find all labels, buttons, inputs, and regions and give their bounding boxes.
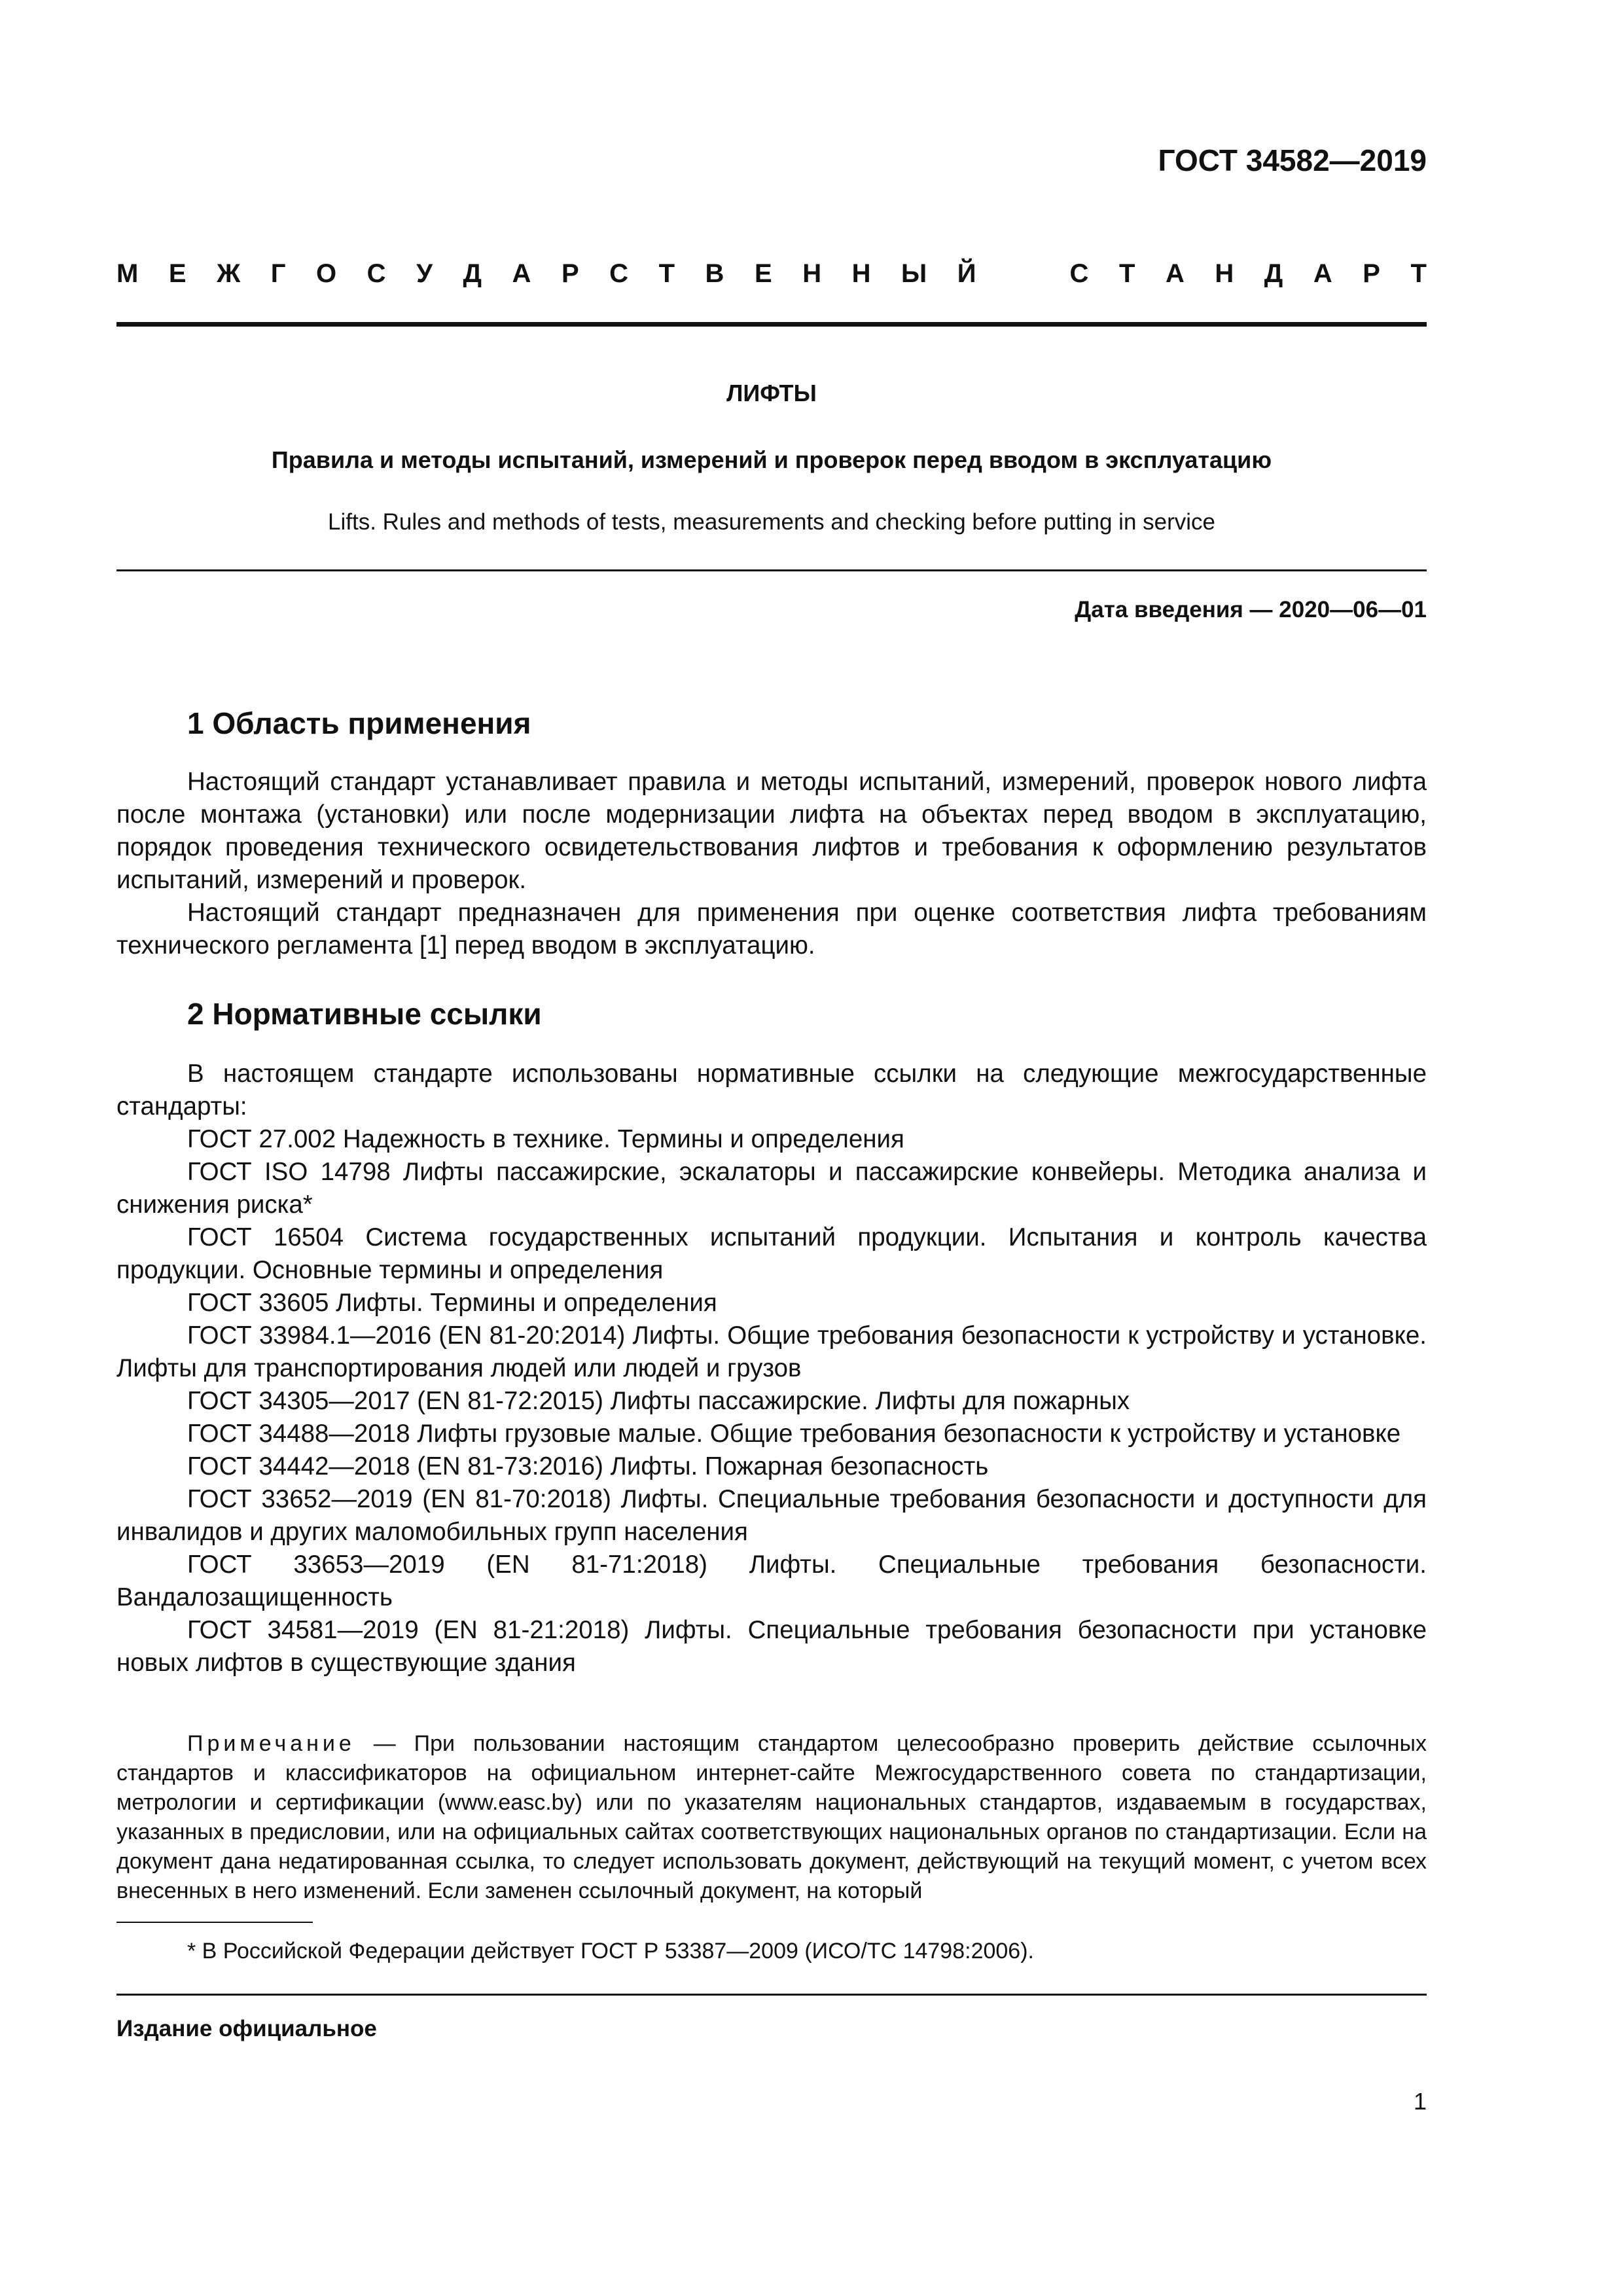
intertitle-letter: Ж [217, 259, 241, 288]
intertitle-letter: Н [851, 259, 871, 288]
intertitle-letter: С [609, 259, 629, 288]
intertitle-letter: У [416, 259, 433, 288]
intertitle-letter: Т [1410, 259, 1427, 288]
intertitle-letter: Н [1215, 259, 1234, 288]
document-page [116, 0, 1427, 2296]
intertitle-letter: С [1069, 259, 1089, 288]
section-heading: 2 Нормативные ссылки [187, 997, 542, 1031]
page-number: 1 [1413, 2088, 1427, 2115]
intertitle-letter: Ы [901, 259, 927, 288]
footnote-rule [116, 1922, 313, 1923]
reference-item: ГОСТ 34488—2018 Лифты грузовые малые. Общие требования безопасности к устройству и установке [187, 1420, 1401, 1448]
intertitle-letter: Г [270, 259, 286, 288]
paragraph: Настоящий стандарт предназначен для применения при оценке соответствия лифта требованиям технического регламента [1] перед вводом в эксплуатацию. [116, 899, 1427, 960]
reference-item: ГОСТ 33605 Лифты. Термины и определения [187, 1289, 717, 1317]
reference-item: ГОСТ 16504 Система государственных испытаний продукции. Испытания и контроль качества продукции. Основные термины и определения [116, 1223, 1427, 1284]
paragraph: В настоящем стандарте использованы нормативные ссылки на следующие межгосударственные стандарты: [116, 1060, 1427, 1121]
intertitle-letter: Д [1264, 259, 1283, 288]
intertitle-letter: А [512, 259, 531, 288]
note-label: Примечание [187, 1731, 355, 1756]
note-paragraph [116, 1729, 1427, 1906]
intertitle-letter: Р [1363, 259, 1380, 288]
intertitle-letter: С [366, 259, 386, 288]
section-heading: 1 Область применения [187, 706, 531, 740]
intertitle-letter: Е [754, 259, 772, 288]
footnote: * В Российской Федерации действует ГОСТ Р 53387—2009 (ИСО/ТС 14798:2006). [187, 1939, 1034, 1964]
standard-code: ГОСТ 34582—2019 [1158, 143, 1427, 177]
reference-item: ГОСТ 34442—2018 (EN 81-73:2016) Лифты. Пожарная безопасность [187, 1452, 989, 1480]
intertitle-letter: А [1313, 259, 1332, 288]
reference-item: ГОСТ 27.002 Надежность в технике. Термины и определения [187, 1125, 904, 1153]
english-title: Lifts. Rules and methods of tests, measurements and checking before putting in service [328, 509, 1215, 535]
note-text: — При пользовании настоящим стандартом целесообразно проверить действие ссылочных стандартов и классификаторов на официальном интернет-сайте Межгосударственного совета по стандартизации, метрологии и сертификации (www.easc.by) или по указателям национальных стандартов, издаваемым в государствах, указанных в предисловии, или на официальных сайтах соответствующих национальных органов по стандартизации. Если на документ дана недатированная ссылка, то следует использовать документ, действующий на текущий момент, с учетом всех внесенных в него изменений. Если заменен ссылочный документ, на который [116, 1731, 1427, 1903]
intertitle-letter: О [315, 259, 337, 288]
reference-item: ГОСТ 34305—2017 (EN 81-72:2015) Лифты пассажирские. Лифты для пожарных [187, 1387, 1130, 1415]
header-rule [116, 322, 1427, 327]
intertitle-letter: Й [957, 259, 976, 288]
intertitle-letter: Д [463, 259, 482, 288]
document-title: ЛИФТЫ [726, 380, 817, 406]
intertitle-letter: Н [802, 259, 822, 288]
reference-item: ГОСТ 33984.1—2016 (EN 81-20:2014) Лифты. Общие требования безопасности к устройству и установке. Лифты для транспортирования людей или людей и грузов [116, 1321, 1427, 1382]
section-body [116, 766, 1427, 962]
section-body [116, 1058, 1427, 1679]
intertitle-letter: Р [561, 259, 579, 288]
standard-type-title [116, 259, 1427, 289]
title-rule [116, 569, 1427, 571]
intertitle-letter: Т [1118, 259, 1135, 288]
introduction-date: Дата введения — 2020—06—01 [1075, 597, 1427, 622]
reference-item: ГОСТ 34581—2019 (EN 81-21:2018) Лифты. Специальные требования безопасности при установке новых лифтов в существующие здания [116, 1616, 1427, 1677]
reference-item: ГОСТ 33653—2019 (EN 81-71:2018) Лифты. Специальные требования безопасности. Вандалозащищенность [116, 1551, 1427, 1611]
intertitle-letter: М [116, 259, 139, 288]
reference-item: ГОСТ 33652—2019 (EN 81-70:2018) Лифты. Специальные требования безопасности и доступности для инвалидов и других маломобильных групп населения [116, 1485, 1427, 1546]
reference-item: ГОСТ ISO 14798 Лифты пассажирские, эскалаторы и пассажирские конвейеры. Методика анализа и снижения риска* [116, 1158, 1427, 1219]
intertitle-letter: Т [658, 259, 675, 288]
intertitle-letter: Е [168, 259, 187, 288]
document-subtitle: Правила и методы испытаний, измерений и проверок перед вводом в эксплуатацию [271, 446, 1272, 473]
note-block [116, 1729, 1427, 1906]
intertitle-letter: В [705, 259, 724, 288]
intertitle-letter: А [1165, 259, 1185, 288]
edition-label: Издание официальное [116, 2016, 377, 2041]
footer-rule [116, 1994, 1427, 1996]
paragraph: Настоящий стандарт устанавливает правила и методы испытаний, измерений, проверок нового лифта после монтажа (установки) или после модернизации лифта на объектах перед вводом в эксплуатацию, порядок проведения технического освидетельствования лифтов и требования к оформлению результатов испытаний, измерений и проверок. [116, 768, 1427, 894]
